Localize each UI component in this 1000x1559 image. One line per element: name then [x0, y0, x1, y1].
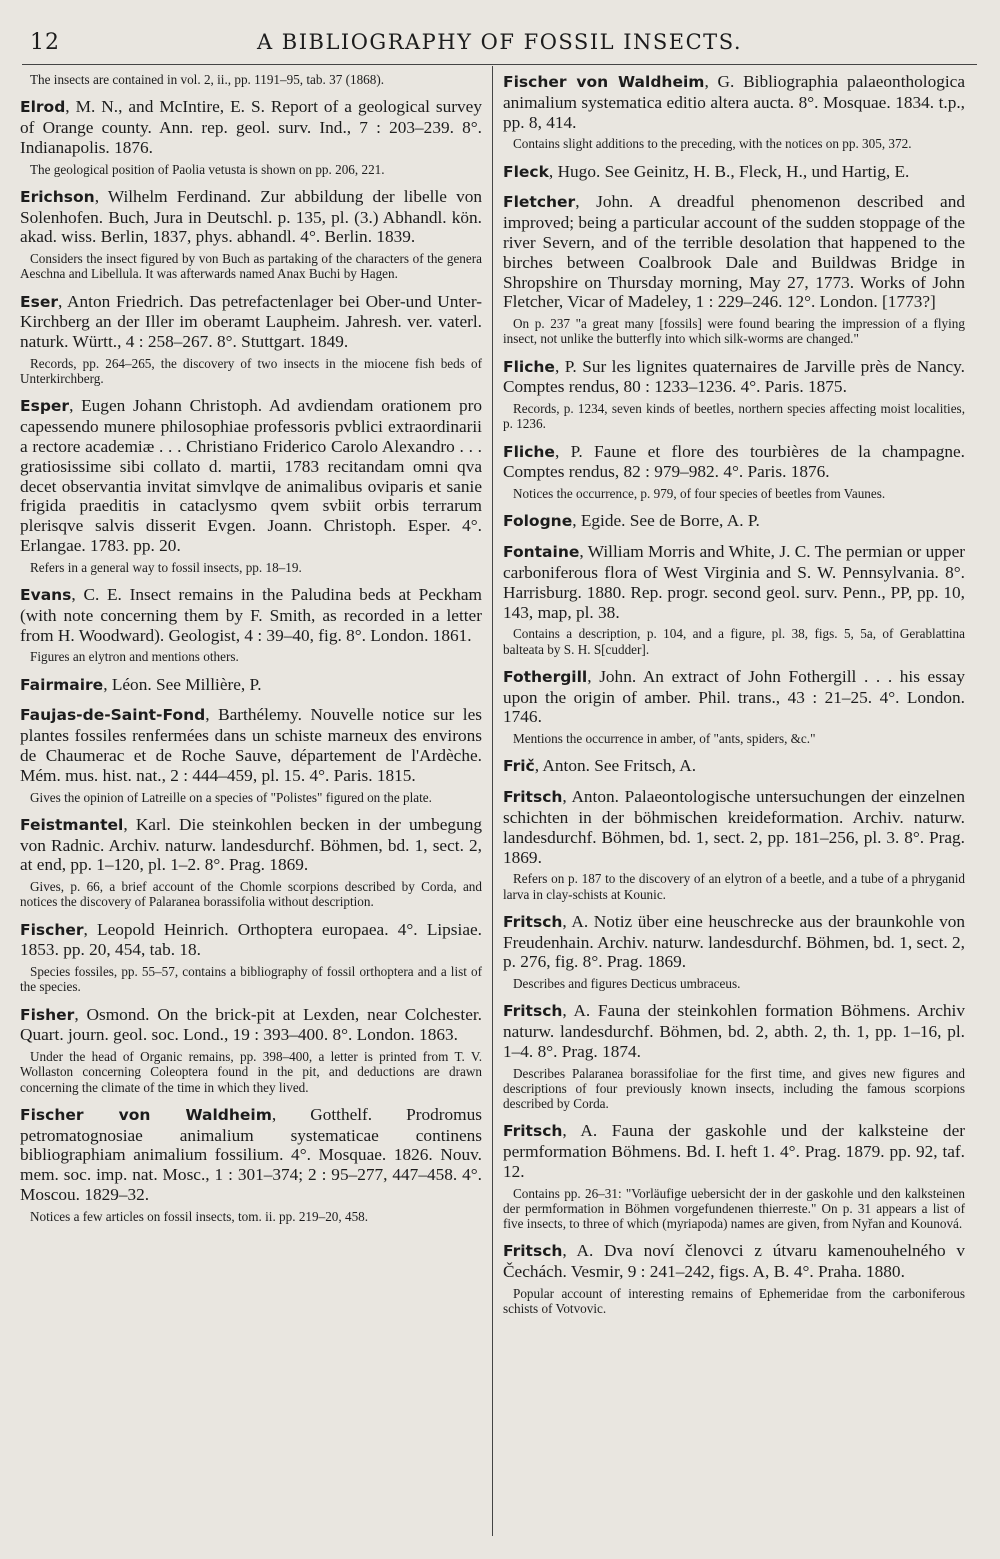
entry-citation [503, 787, 965, 867]
author-name: Fischer von Waldheim [503, 73, 705, 91]
citation-text: , Barthélemy. Nouvelle notice sur les plantes fossiles renfermées dans un schiste marneux des environs de Chaumerac et de Roche Sauve, département de l'Ardèche. Mém. mus. hist. nat., 2 : 444–459, pl. 15. 4°. Paris. 1815. [20, 705, 482, 785]
entry-citation [503, 542, 965, 622]
entry-citation [503, 162, 965, 183]
entry-citation [503, 1121, 965, 1181]
author-name: Fletcher [503, 193, 576, 212]
right-column [503, 72, 965, 1326]
bibliography-entry [20, 1105, 482, 1224]
entry-citation [20, 585, 482, 645]
citation-text: , Eugen Johann Christoph. Ad avdiendam orationem pro capessendo munere philosophiae professoris pvblici extraordinarii a rectore academiæ . . . Christiano Friderico Carolo Alexandro . . . gratiosissime sibi collato d. martii, 1783 recitandam omni qva decet observantia invitat simvlqve de animalibus oviparis et sanie frigida praeditis in cataclysmo qvem svbiit orbis terrarum plerisqve salvis disserit Evgen. Joann. Christoph. Esper. 4°. Erlangae. 1783. pp. 20. [20, 396, 482, 555]
bibliography-entry [20, 187, 482, 282]
citation-text: , Hugo. See Geinitz, H. B., Fleck, H., und Hartig, E. [548, 161, 910, 181]
citation-text: , William Morris and White, J. C. The permian or upper carboniferous flora of West Virginia and S. W. Pennsylvania. 8°. Harrisburg. 1880. Rep. progr. second geol. surv. Penn., PP, pp. 10, 143, map, pl. 38. [503, 542, 965, 622]
entry-note: Notices a few articles on fossil insects, tom. ii. pp. 219–20, 458. [30, 1208, 369, 1224]
author-name: Eser [20, 292, 58, 311]
entry-citation [503, 192, 965, 312]
citation-text: , Osmond. On the brick-pit at Lexden, near Colchester. Quart. journ. geol. soc. Lond., 19 : 393–400. 8°. London. 1863. [20, 1004, 482, 1045]
author-name: Fologne [503, 512, 573, 531]
citation-text: , John. A dreadful phenomenon described and improved; being a particular account of the sudden stoppage of the river Severn, and of the terrible desolation that happened to the birches between Coalbrook Dale and Buildwas Bridge in Shropshire on Thursday morning, May 27, 1773. Works of John Fletcher, Vicar of Madeley, 1 : 229–246. 12°. London. [1773?] [503, 192, 965, 312]
entry-note: Considers the insect figured by von Buch as partaking of the characters of the genera Aeschna and Libellula. It was afterwards named Anax Buchi by Hagen. [20, 251, 482, 282]
entry-citation [20, 396, 482, 555]
author-name: Fairmaire [20, 675, 104, 694]
author-name: Fliche [503, 357, 555, 376]
entry-citation [503, 756, 965, 777]
citation-text: , A. Fauna der steinkohlen formation Böhmens. Archiv naturw. landesdurchf. Böhmen, bd. 2, abth. 2, th. 1, pp. 1–16, pl. 1–4. 8°. Prag. 1874. [503, 1001, 965, 1061]
bibliography-entry [503, 1241, 965, 1316]
left-column [20, 72, 482, 1234]
citation-text: , Anton Friedrich. Das petrefactenlager bei Ober-und Unter-Kirchberg an der Iller im oberamt Laupheim. Jahresh. ver. vaterl. naturk. Württ., 4 : 258–267. 8°. Stuttgart. 1849. [20, 291, 482, 352]
column-divider [492, 66, 493, 1536]
author-name: Elrod [20, 98, 66, 117]
author-name: Fothergill [503, 667, 588, 686]
entry-note: Refers in a general way to fossil insects, pp. 18–19. [30, 559, 302, 575]
entry-note: Under the head of Organic remains, pp. 398–400, a letter is printed from T. V. Wollaston concerning Coleoptera found in the pit, and deductions are drawn concerning the climate of the time in which they lived. [20, 1049, 482, 1095]
author-name: Feistmantel [20, 815, 124, 834]
entry-note: The geological position of Paolia vetusta is shown on pp. 206, 221. [30, 161, 385, 177]
entry-note: Gives, p. 66, a brief account of the Chomle scorpions described by Corda, and notices the discovery of Palaranea borassifolia without description. [20, 879, 482, 910]
bibliography-entry [503, 667, 965, 747]
citation-text: , John. An extract of John Fothergill . . . his essay upon the origin of amber. Phil. trans., 43 : 21–25. 4°. London. 1746. [503, 666, 965, 727]
entry-citation [503, 72, 965, 132]
entry-citation [20, 1005, 482, 1046]
entry-note: The insects are contained in vol. 2, ii., pp. 1191–95, tab. 37 (1868). [30, 72, 385, 87]
citation-text: , A. Notiz über eine heuschrecke aus der braunkohle von Freudenhain. Archiv. naturw. landesdurchf. Böhmen, bd. 1, sect. 2, p. 276, fig. 8°. Prag. 1869. [503, 911, 965, 972]
citation-text: , A. Fauna der gaskohle und der kalksteine der permformation Böhmens. Bd. I. heft 1. 4°. Prag. 1879. pp. 92, taf. 12. [503, 1121, 965, 1181]
author-name: Fritsch [503, 912, 563, 931]
bibliography-entry [20, 815, 482, 910]
bibliography-entry [503, 72, 965, 152]
entry-citation [503, 357, 965, 398]
author-name: Frič [503, 757, 535, 776]
entry-note: Describes Palaranea borassifoliae for the first time, and gives new figures and descriptions of four previously known insects, including the famous scorpions described by Corda. [503, 1065, 965, 1112]
bibliography-entry [503, 542, 965, 657]
entry-citation [20, 815, 482, 875]
author-name: Fischer von Waldheim [20, 1105, 272, 1124]
entry-citation [503, 1241, 965, 1282]
entry-note: Describes and figures Decticus umbraceus. [513, 976, 741, 992]
author-name: Fischer [20, 920, 84, 939]
entry-citation [503, 442, 965, 483]
header-rule [22, 64, 977, 65]
citation-text: , Karl. Die steinkohlen becken in der umbegung von Radnic. Archiv. naturw. landesdurchf. Böhmen, bd. 1, sect. 2, at end, pp. 1–120, pl. 1–2. 8°. Prag. 1869. [20, 814, 482, 875]
entry-note: Popular account of interesting remains of Ephemeridae from the carboniferous schists of Votvovic. [503, 1285, 965, 1317]
bibliography-entry [20, 292, 482, 387]
author-name: Fritsch [503, 1122, 563, 1141]
citation-text: , Anton. See Fritsch, A. [534, 756, 697, 776]
bibliography-entry [503, 442, 965, 502]
bibliography-entry [503, 192, 965, 346]
bibliography-entry [20, 97, 482, 177]
bibliography-entry [20, 1005, 482, 1095]
bibliography-entry [20, 72, 482, 87]
citation-text: , Leopold Heinrich. Orthoptera europaea. 4°. Lipsiae. 1853. pp. 20, 454, tab. 18. [20, 919, 482, 960]
citation-text: , Wilhelm Ferdinand. Zur abbildung der libelle von Solenhofen. Buch, Jura in Deutschl. p. 135, pl. (3.) Abhandl. kön. akad. wiss. Berlin, 1837, phys. abhandl. 4°. Berlin. 1839. [20, 186, 482, 247]
entry-note: Refers on p. 187 to the discovery of an elytron of a beetle, and a tube of a phryganid larva in clay-schists at Kounic. [503, 871, 965, 902]
author-name: Faujas-de-Saint-Fond [20, 706, 206, 725]
bibliography-entry [20, 705, 482, 804]
bibliography-entry [20, 396, 482, 575]
entry-citation [20, 1105, 482, 1205]
citation-text: , C. E. Insect remains in the Paludina beds at Peckham (with note concerning them by F. Smith, as recorded in a letter from H. Woodward). Geologist, 4 : 39–40, fig. 8°. London. 1861. [20, 584, 482, 645]
citation-text: , P. Sur les lignites quaternaires de Jarville près de Nancy. Comptes rendus, 80 : 1233–1236. 4°. Paris. 1875. [503, 356, 965, 397]
entry-citation [20, 292, 482, 352]
citation-text: , Anton. Palaeontologische untersuchungen der einzelnen schichten in der böhmischen kreideformation. Archiv. naturw. landesdurchf. Böhmen, bd. 1, sect. 2, pp. 181–256, pl. 3. 8°. Prag. 1869. [503, 787, 965, 867]
bibliography-entry [503, 511, 965, 532]
bibliography-entry [20, 920, 482, 995]
bibliography-entry [20, 675, 482, 696]
bibliography-entry [503, 912, 965, 992]
entry-citation [503, 511, 965, 532]
entry-note: Records, p. 1234, seven kinds of beetles, northern species affecting moist localities, p. 1236. [503, 401, 965, 432]
author-name: Erichson [20, 187, 95, 206]
author-name: Esper [20, 397, 70, 416]
page-title: A BIBLIOGRAPHY OF FOSSIL INSECTS. [256, 30, 743, 54]
bibliography-entry [503, 1001, 965, 1111]
entry-note: Notices the occurrence, p. 979, of four species of beetles from Vaunes. [513, 486, 886, 502]
entry-note: Mentions the occurrence in amber, of "ants, spiders, &c." [513, 731, 816, 747]
bibliography-entry [503, 162, 965, 183]
entry-citation [503, 912, 965, 972]
author-name: Fliche [503, 442, 555, 461]
bibliography-entry [503, 357, 965, 432]
bibliography-entry [503, 1121, 965, 1231]
citation-text: , G. Bibliographia palaeonthologica animalium systematica editio altera aucta. 8°. Mosquae. 1834. t.p., pp. 8, 414. [503, 72, 966, 132]
citation-text: , Léon. See Millière, P. [103, 674, 262, 694]
bibliography-entry [20, 585, 482, 665]
author-name: Fritsch [503, 1242, 563, 1261]
bibliography-entry [503, 756, 965, 777]
page-header [22, 28, 977, 62]
entry-note: On p. 237 "a great many [fossils] were found bearing the impression of a flying insect, not unlike the butterfly into which silk-worms are changed." [503, 316, 965, 347]
author-name: Fontaine [503, 543, 580, 562]
citation-text: , M. N., and McIntire, E. S. Report of a geological survey of Orange county. Ann. rep. geol. surv. Ind., 7 : 203–239. 8°. Indianapolis. 1876. [20, 97, 482, 157]
page-number: 12 [30, 30, 60, 55]
entry-citation [20, 920, 482, 961]
author-name: Fisher [20, 1005, 75, 1024]
entry-note: Species fossiles, pp. 55–57, contains a bibliography of fossil orthoptera and a list of the species. [20, 964, 482, 995]
entry-citation [20, 97, 482, 157]
author-name: Evans [20, 585, 72, 604]
entry-note: Contains a description, p. 104, and a figure, pl. 38, figs. 5, 5a, of Gerablattina balteata by S. H. S[cudder]. [503, 626, 965, 657]
entry-citation [503, 1001, 965, 1061]
author-name: Fritsch [503, 788, 563, 807]
entry-note: Figures an elytron and mentions others. [30, 649, 239, 665]
entry-note: Contains pp. 26–31: "Vorläufige uebersicht der in der gaskohle und den kalksteinen der permformation in Böhmen vorgefundenen thierreste." On p. 31 appears a list of five insects, to three of which (myriapoda) names are given, from Nyřan and Kounová. [503, 1185, 965, 1232]
citation-text: , Gotthelf. Prodromus petromatognosiae animalium systematicae continens bibliographiam animalium fossilium. 4°. Mosquae. 1826. Nouv. mem. soc. imp. nat. Mosc., 1 : 301–374; 2 : 95–277, 447–458. 4°. Moscou. 1829–32. [20, 1104, 482, 1204]
citation-text: , P. Faune et flore des tourbières de la champagne. Comptes rendus, 82 : 979–982. 4°. Paris. 1876. [503, 441, 965, 482]
entry-note: Records, pp. 264–265, the discovery of two insects in the miocene fish beds of Unterkirchberg. [20, 355, 482, 387]
entry-note: Contains slight additions to the preceding, with the notices on pp. 305, 372. [513, 136, 912, 152]
entry-citation [20, 675, 482, 696]
entry-citation [20, 187, 482, 247]
entry-note: Gives the opinion of Latreille on a species of "Polistes" figured on the plate. [30, 789, 432, 805]
author-name: Fleck [503, 162, 549, 181]
bibliography-entry [503, 787, 965, 902]
entry-citation [20, 705, 482, 785]
entry-citation [503, 667, 965, 727]
citation-text: , Egide. See de Borre, A. P. [572, 511, 760, 531]
citation-text: , A. Dva noví členovci z útvaru kamenouhelného v Čechách. Vesmir, 9 : 241–242, figs. A, B. 4°. Praha. 1880. [503, 1241, 965, 1282]
author-name: Fritsch [503, 1002, 563, 1021]
